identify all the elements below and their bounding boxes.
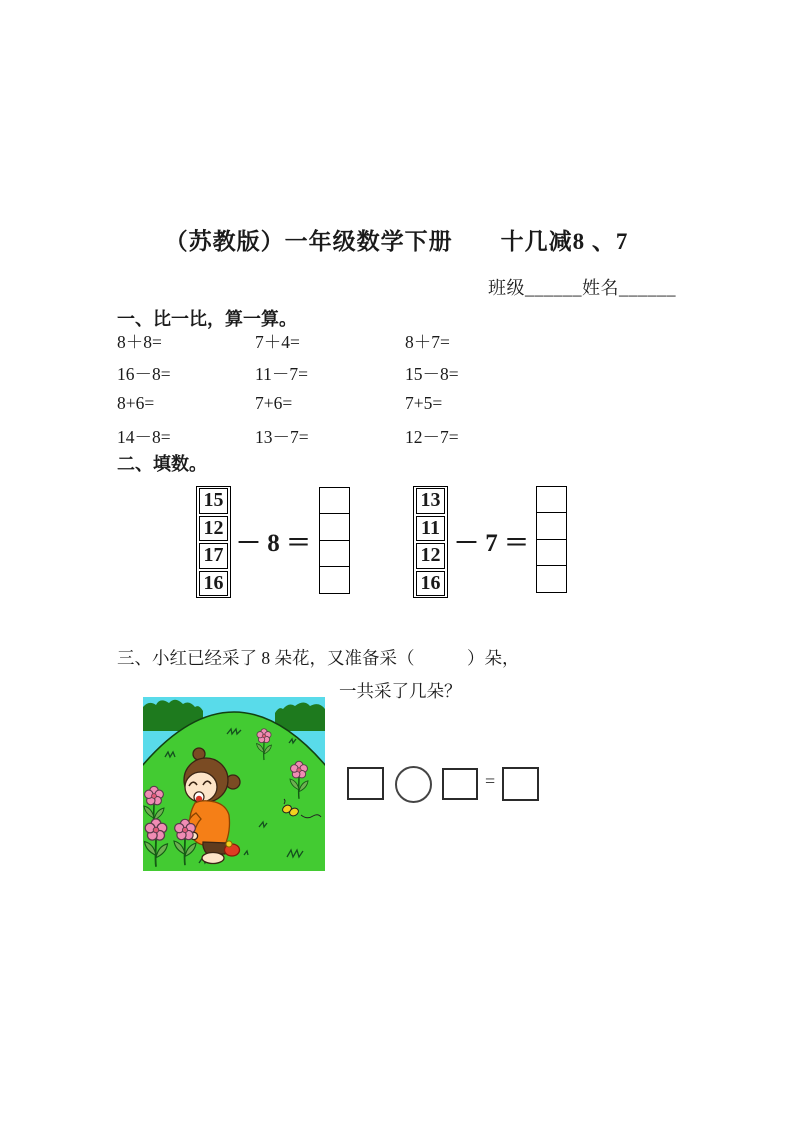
answer-box [536,565,567,593]
answer-box [319,513,350,541]
problem-1-3: 8＋7= [405,332,450,352]
minus-sign: － [236,530,262,557]
equation-equals-sign: = [485,771,496,791]
section3-heading: 三、小红已经采了 8 朵花，又准备采（ ）朵， [117,648,520,668]
answer-box [319,540,350,568]
section3-question: 一共采了几朵？ [339,681,462,701]
answer-box [536,512,567,540]
answer-box [319,487,350,515]
section2-heading: 二、填数。 [117,454,207,474]
operation-a [236,523,311,559]
answer-box [536,486,567,514]
equation-number-box-1 [347,767,384,800]
equation-operator-circle [395,766,432,803]
section1-heading: 一、比一比，算一算。 [117,309,297,329]
subtrahend-a: 8 [267,530,280,557]
problem-3-1: 8+6= [117,393,155,413]
minuend-b-2: 11 [416,516,445,542]
equation-number-box-2 [442,768,478,800]
answer-stack-b [536,486,567,593]
problem-2-2: 11－7= [255,364,308,384]
worksheet-title: （苏教版）一年级数学下册 十几减8 、7 [164,229,629,254]
minuend-a-3: 17 [199,543,228,569]
class-name-blanks: 班级______姓名______ [488,278,676,298]
problem-3-2: 7+6= [255,393,293,413]
minuend-b-3: 12 [416,543,445,569]
answer-stack-a [319,487,350,594]
problem-3-3: 7+5= [405,393,443,413]
problem-4-1: 14－8= [117,427,171,447]
operation-b [454,523,529,559]
minuend-b-1: 13 [416,488,445,514]
answer-box [319,566,350,594]
minuend-stack-b [413,486,448,598]
equals-sign: ＝ [504,530,530,557]
minuend-a-2: 12 [199,516,228,542]
girl-picking-flowers-illustration [143,697,325,871]
problem-1-2: 7＋4= [255,332,300,352]
minuend-b-4: 16 [416,571,445,597]
problem-1-1: 8＋8= [117,332,162,352]
girl-picking-flowers-illustration [143,697,325,871]
minus-sign: － [454,530,480,557]
problem-2-1: 16－8= [117,364,171,384]
problem-2-3: 15－8= [405,364,459,384]
minuend-a-1: 15 [199,488,228,514]
minuend-stack-a [196,486,231,598]
subtrahend-b: 7 [485,530,498,557]
answer-box [536,539,567,567]
minuend-a-4: 16 [199,571,228,597]
equals-sign: ＝ [286,530,312,557]
problem-4-3: 12－7= [405,427,459,447]
problem-4-2: 13－7= [255,427,309,447]
equation-answer-box [502,767,539,801]
